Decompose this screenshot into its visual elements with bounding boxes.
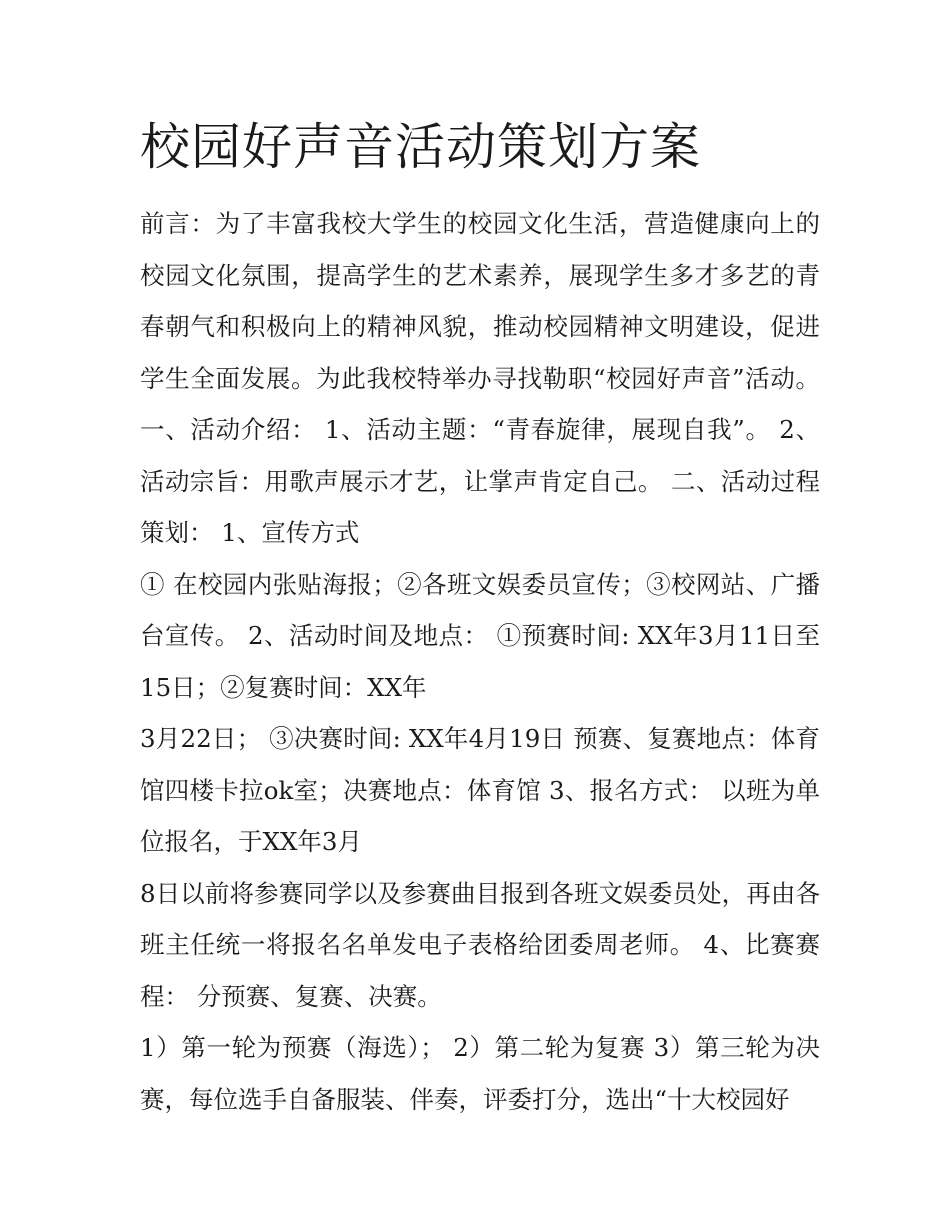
paragraph-preface: 前言：为了丰富我校大学生的校园文化生活，营造健康向上的校园文化氛围，提高学生的艺术素养，展现学生多才多艺的青春朝气和积极向上的精神风貌，推动校园精神文明建设，促进学生全面发展。为此我校特举办寻找勒职“校园好声音”活动。一、活动介绍： 1、活动主题：“青春旋律，展现自我”。 2、活动宗旨：用歌声展示才艺，让掌声肯定自己。 二、活动过程策划： 1、宣传方式: [140, 209, 820, 547]
paragraph-registration: 8日以前将参赛同学以及参赛曲目报到各班文娱委员处，再由各班主任统一将报名名单发电子表格给团委周老师。 4、比赛赛程： 分预赛、复赛、决赛。: [140, 878, 820, 1011]
paragraph-schedule: 3月22日； ③决赛时间: XX年4月19日 预赛、复赛地点：体育馆四楼卡拉ok室；决赛地点：体育馆 3、报名方式： 以班为单位报名，于XX年3月: [140, 724, 820, 856]
document-title: 校园好声音活动策划方案: [140, 118, 701, 176]
document-page: [140, 112, 820, 1125]
paragraph-publicity: ① 在校园内张贴海报；②各班文娱委员宣传；③校网站、广播台宣传。 2、活动时间及地点： ①预赛时间: XX年3月11日至15日；②复赛时间：XX年: [140, 569, 820, 702]
paragraph-rounds: 1）第一轮为预赛（海选）； 2）第二轮为复赛 3）第三轮为决赛，每位选手自备服装、伴奏，评委打分，选出“十大校园好: [140, 1033, 820, 1114]
